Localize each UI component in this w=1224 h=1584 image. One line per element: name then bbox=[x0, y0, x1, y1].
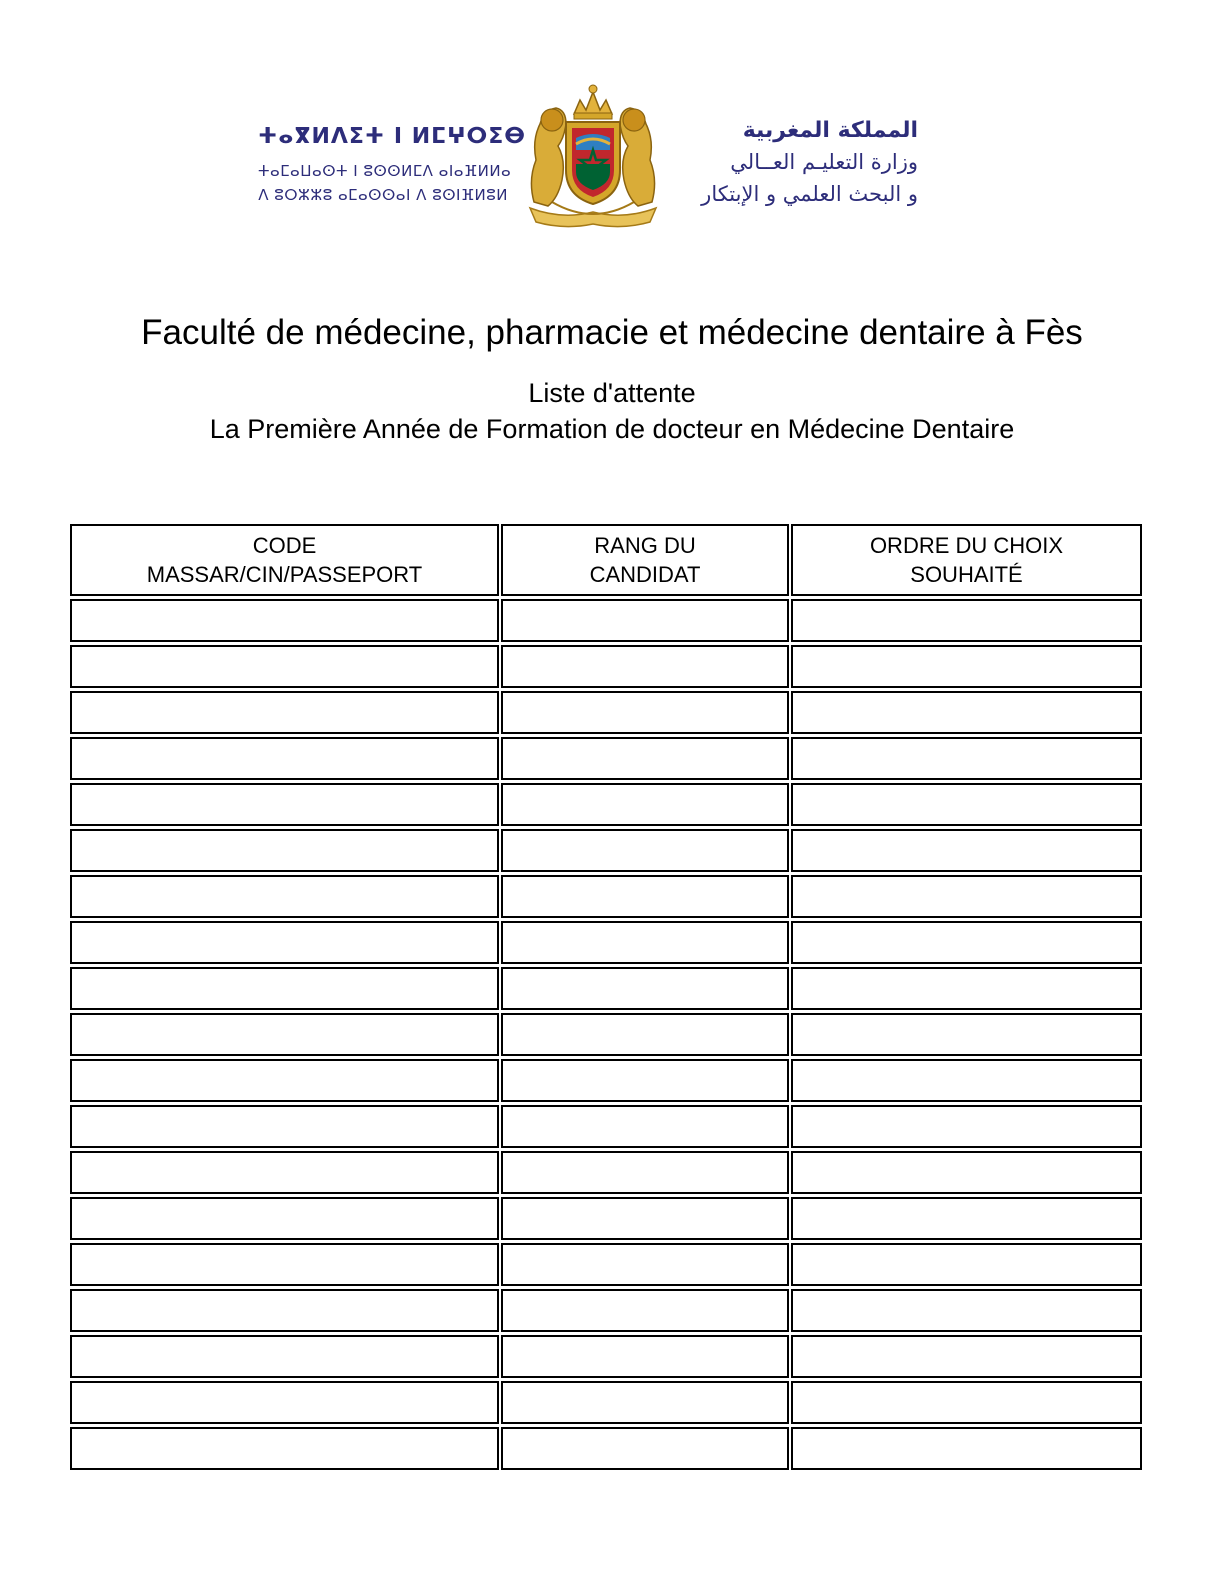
table-cell-ordre-choix bbox=[791, 875, 1142, 918]
table-cell-rang-candidat bbox=[501, 875, 789, 918]
table-cell-code-massar bbox=[70, 645, 499, 688]
table-cell-rang-candidat bbox=[501, 1289, 789, 1332]
table-cell-rang-candidat bbox=[501, 1151, 789, 1194]
table-cell-rang-candidat bbox=[501, 1243, 789, 1286]
table-cell-ordre-choix bbox=[791, 1427, 1142, 1470]
table-cell-rang-candidat bbox=[501, 737, 789, 780]
table-cell-ordre-choix bbox=[791, 1013, 1142, 1056]
table-cell-rang-candidat bbox=[501, 1197, 789, 1240]
tifinagh-kingdom-name: ⵜⴰⴳⵍⴷⵉⵜ ⵏ ⵍⵎⵖⵔⵉⴱ bbox=[258, 124, 527, 149]
table-cell-code-massar bbox=[70, 1059, 499, 1102]
tifinagh-ministry-line2: ⴷ ⵓⵔⵣⵣⵓ ⴰⵎⴰⵙⵙⴰⵏ ⴷ ⵓⵙⵏⴼⵍⵓⵍ bbox=[258, 186, 508, 204]
table-cell-ordre-choix bbox=[791, 691, 1142, 734]
arabic-ministry-line1: وزارة التعليـم العــالي bbox=[730, 150, 918, 174]
program-title: La Première Année de Formation de docteur en Médecine Dentaire bbox=[209, 414, 1015, 444]
table-cell-ordre-choix bbox=[791, 921, 1142, 964]
table-cell-rang-candidat bbox=[501, 645, 789, 688]
table-cell-code-massar bbox=[70, 691, 499, 734]
table-cell-code-massar bbox=[70, 1243, 499, 1286]
faculty-title: Faculté de médecine, pharmacie et médecine dentaire à Fès bbox=[141, 313, 1083, 352]
table-cell-code-massar bbox=[70, 1105, 499, 1148]
table-cell-ordre-choix bbox=[791, 1151, 1142, 1194]
table-cell-rang-candidat bbox=[501, 829, 789, 872]
table-cell-code-massar bbox=[70, 1381, 499, 1424]
tifinagh-ministry-line1: ⵜⴰⵎⴰⵡⴰⵙⵜ ⵏ ⵓⵙⵙⵍⵎⴷ ⴰⵏⴰⴼⵍⵍⴰ bbox=[258, 162, 512, 180]
ministry-header bbox=[0, 80, 1224, 240]
table-cell-rang-candidat bbox=[501, 691, 789, 734]
table-cell-rang-candidat bbox=[501, 1105, 789, 1148]
table-cell-rang-candidat bbox=[501, 1335, 789, 1378]
table-cell-rang-candidat bbox=[501, 1427, 789, 1470]
table-cell-code-massar bbox=[70, 1335, 499, 1378]
arabic-kingdom-name: المملكة المغربية bbox=[742, 118, 918, 143]
arabic-ministry-line2: و البحث العلمي و الإبتكار bbox=[701, 182, 918, 206]
table-cell-rang-candidat bbox=[501, 783, 789, 826]
table-cell-ordre-choix bbox=[791, 829, 1142, 872]
table-cell-code-massar bbox=[70, 875, 499, 918]
table-cell-code-massar bbox=[70, 967, 499, 1010]
table-cell-code-massar bbox=[70, 737, 499, 780]
header-cell-rang-candidat: RANG DU CANDIDAT bbox=[501, 524, 789, 596]
list-title: Liste d'attente bbox=[528, 378, 696, 408]
table-cell-rang-candidat bbox=[501, 921, 789, 964]
table-cell-ordre-choix bbox=[791, 1105, 1142, 1148]
table-cell-code-massar bbox=[70, 1427, 499, 1470]
table-cell-rang-candidat bbox=[501, 599, 789, 642]
table-cell-ordre-choix bbox=[791, 783, 1142, 826]
table-cell-code-massar bbox=[70, 1197, 499, 1240]
table-cell-ordre-choix bbox=[791, 1289, 1142, 1332]
table-cell-ordre-choix bbox=[791, 1059, 1142, 1102]
coat-of-arms-emblem bbox=[522, 80, 664, 232]
header-cell-ordre-choix: ORDRE DU CHOIX SOUHAITÉ bbox=[791, 524, 1142, 596]
table-cell-code-massar bbox=[70, 921, 499, 964]
table-cell-code-massar bbox=[70, 829, 499, 872]
table-cell-rang-candidat bbox=[501, 1059, 789, 1102]
table-cell-ordre-choix bbox=[791, 1197, 1142, 1240]
table-cell-code-massar bbox=[70, 783, 499, 826]
table-cell-rang-candidat bbox=[501, 1013, 789, 1056]
table-cell-code-massar bbox=[70, 1013, 499, 1056]
table-cell-ordre-choix bbox=[791, 967, 1142, 1010]
table-cell-ordre-choix bbox=[791, 1335, 1142, 1378]
table-cell-code-massar bbox=[70, 1289, 499, 1332]
table-cell-ordre-choix bbox=[791, 645, 1142, 688]
table-cell-ordre-choix bbox=[791, 1381, 1142, 1424]
table-cell-rang-candidat bbox=[501, 967, 789, 1010]
table-cell-rang-candidat bbox=[501, 1381, 789, 1424]
table-cell-ordre-choix bbox=[791, 737, 1142, 780]
table-cell-ordre-choix bbox=[791, 1243, 1142, 1286]
table-cell-ordre-choix bbox=[791, 599, 1142, 642]
table-cell-code-massar bbox=[70, 1151, 499, 1194]
table-cell-code-massar bbox=[70, 599, 499, 642]
header-cell-code-massar: CODE MASSAR/CIN/PASSEPORT bbox=[70, 524, 499, 596]
